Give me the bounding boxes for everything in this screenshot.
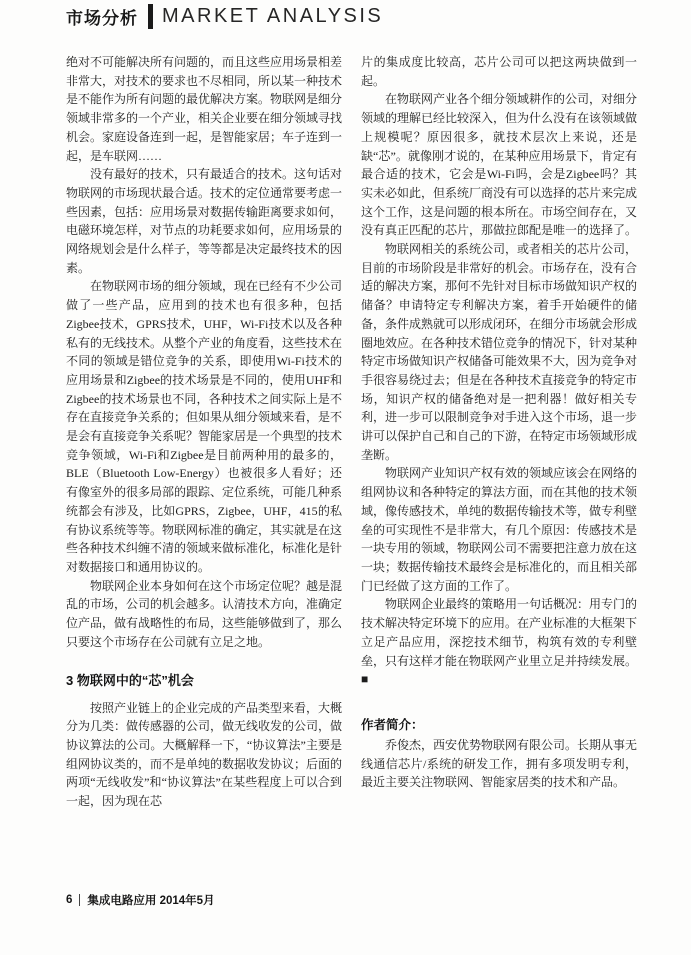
paragraph: 没有最好的技术，只有最适合的技术。这句话对物联网的市场现状最合适。技术的定位通常要考虑一些因素，包括：应用场景对数据传输距离要求如何，电磁环境怎样，对节点的功耗要求如何，应用场景的网络规划会是什么样子，等等都是决定最终技术的因素。: [66, 167, 343, 275]
paragraph: 物联网企业最终的策略用一句话概况：用专门的技术解决特定环境下的应用。在产业标准的大框架下立足产品应用，深挖技术细节，构筑有效的专利壁垒，只有这样才能在物联网产业里立足并持续发展。■: [361, 597, 638, 687]
paragraph: 在物联网市场的细分领域，现在已经有不少公司做了一些产品，应用到的技术也有很多种，包括Zigbee技术，GPRS技术，UHF，Wi-Fi技术以及各种私有的无线技术。从整个产业的角度看，这些技术在不同的领域是错位竞争的关系，即使用Wi-Fi技术的应用场景和Zigbee的技术场景是不同的，使用UHF和Zigbee的技术场景也不同，各种技术之间实际上是不存在直接竞争关系的；但如果从细分领域来看，是不是会有直接竞争关系呢？智能家居是一个典型的技术竞争领域，Wi-Fi和Zigbee是目前两种用的最多的，BLE（Bluetooth Low-Energy）也被很多人看好；还有像室外的很多局部的跟踪、定位系统，可能几种系统都会有涉及，比如GPRS，Zigbee，UHF，415的私有协议系统等等。物联网标准的确定，其实就是在这些各种技术纠缠不清的领域来做标准化，标准化是针对数据接口和通用协议的。: [66, 279, 343, 574]
section-title-en: MARKET ANALYSIS: [162, 5, 384, 27]
article-body: [66, 53, 637, 811]
page-header: [66, 4, 383, 29]
journal-name-issue: 集成电路应用 2014年5月: [87, 895, 215, 907]
right-column: [361, 53, 637, 811]
paragraph: 物联网相关的系统公司，或者相关的芯片公司，目前的市场阶段是非常好的机会。市场存在，没有合适的解决方案，那何不先针对目标市场做知识产权的储备？申请特定专利解决方案，着手开始硬件的储备，条件成熟就可以形成闭环，在细分市场就会形成圈地效应。在各种技术错位竞争的情况下，针对某种特定市场做知识产权储备可能效果不大，因为竞争对手很容易绕过去；但是在各种技术直接竞争的特定市场，知识产权的储备绝对是一把利器！做好相关专利，进一步可以限制竞争对手进入这个市场，退一步讲可以保护自己和自己的下游，在特定市场领域形成垄断。: [361, 242, 638, 462]
section-heading-chip-opportunity: 3 物联网中的“芯”机会: [66, 672, 194, 688]
page-footer: [66, 892, 215, 908]
paragraph: 在物联网产业各个细分领域耕作的公司，对细分领域的理解已经比较深入，但为什么没有在该领域做上规模呢？原因很多，就技术层次上来说，还是缺“芯”。就像刚才说的，在某种应用场景下，肯定有最合适的技术，它会是Wi-Fi吗，会是Zigbee吗？其实未必如此，但系统厂商没有可以选择的芯片来完成这个工作，这是问题的根本所在。市场空间存在，又没有真正匹配的芯片，那做拉郎配是唯一的选择了。: [361, 92, 638, 238]
header-divider-bar: [148, 4, 153, 29]
paragraph: 绝对不可能解决所有问题的，而且这些应用场景相差非常大，对技术的要求也不尽相同，所以某一种技术是不能作为所有问题的最优解决方案。物联网是细分领域非常多的一个产业，相关企业要在细分领域寻找机会。家庭设备连到一起，是智能家居；车子连到一起，是车联网……: [66, 55, 343, 163]
left-column: [66, 53, 342, 811]
footer-divider-bar: [79, 894, 80, 906]
page-number: 6: [66, 894, 73, 906]
author-bio-heading: 作者简介：: [361, 717, 424, 732]
paragraph: 物联网产业知识产权有效的领域应该会在网络的组网协议和各种特定的算法方面，而在其他的技术领域，像传感技术，单纯的数据传输技术等，做专利壁垒的可实现性不是非常大，有几个原因：传感技术是一块专用的领域，物联网公司不需要把注意力放在这一块；数据传输技术最终会是标准化的，而且相关部门已经做了这方面的工作了。: [361, 466, 638, 593]
paragraph: 片的集成度比较高，芯片公司可以把这两块做到一起。: [361, 55, 637, 88]
section-title-zh: 市场分析: [66, 9, 138, 28]
paragraph: 乔俊杰，西安优势物联网有限公司。长期从事无线通信芯片/系统的研发工作，拥有多项发明专利，最近主要关注物联网、智能家居类的技术和产品。: [361, 737, 638, 790]
paragraph: 物联网企业本身如何在这个市场定位呢？越是混乱的市场，公司的机会越多。认清技术方向，准确定位产品，做有战略性的布局，这些能够做到了，那么只要这个市场存在公司就有立足之地。: [66, 578, 343, 649]
paragraph: 按照产业链上的企业完成的产品类型来看，大概分为几类：做传感器的公司，做无线收发的公司，做协议算法的公司。大概解释一下，“协议算法”主要是组网协议类的，而不是单纯的数据收发协议；后面的两项“无线收发”和“协议算法”在某些程度上可以合到一起，因为现在芯: [66, 700, 343, 809]
